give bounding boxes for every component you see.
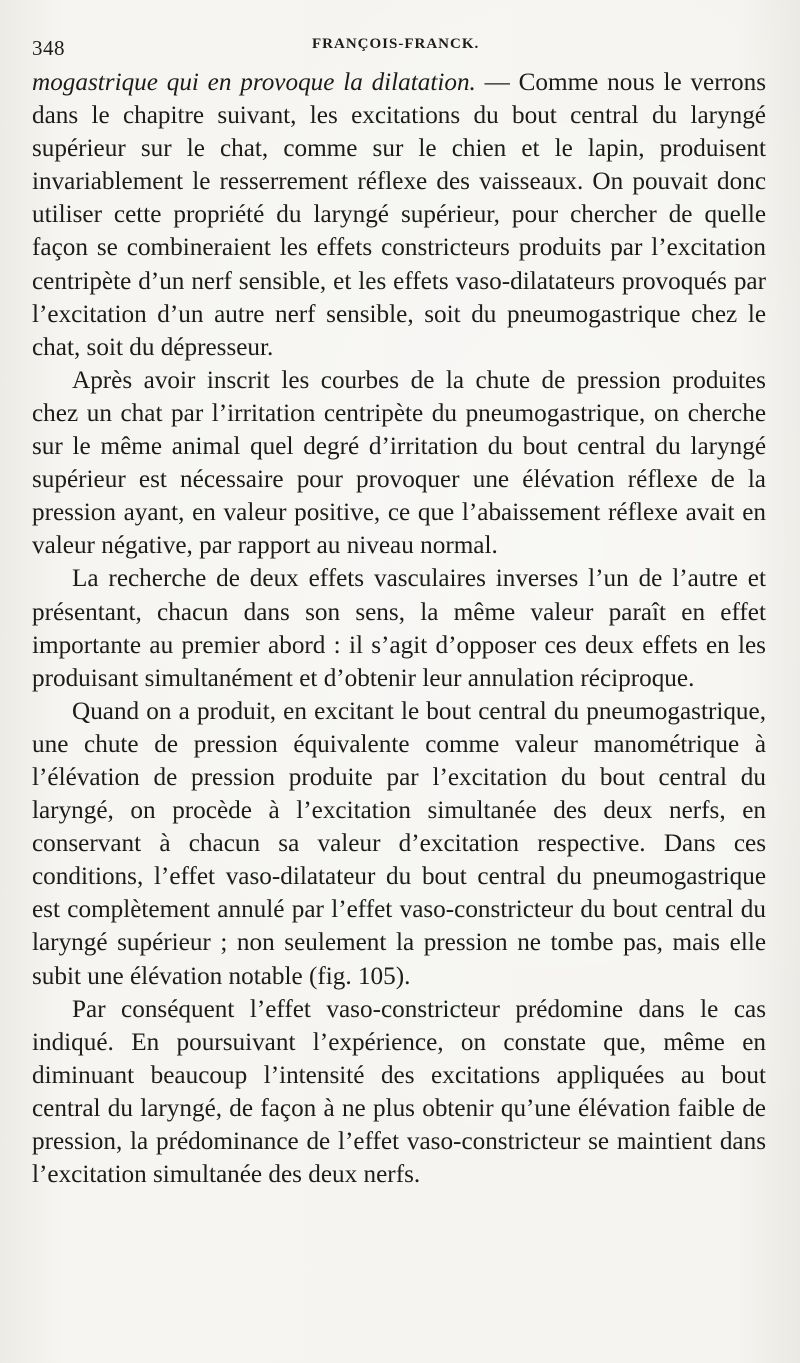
paragraph-1-text: — Comme nous le verrons dans le chapitre suivant, les excitations du bout central du laryngé supérieur sur le chat, comme sur le chien et le lapin, produisent invariablement le resserrement réflexe des vaisseaux. On pouvait donc utiliser cette propriété du laryngé supérieur, pour chercher de quelle façon se combineraient les effets constricteurs produits par l’excitation centripète d’un nerf sensible, et les effets vaso-dilatateurs provoqués par l’excitation d’un autre nerf sensible, soit du pneumogastrique chez le chat, soit du dépresseur. [32,69,766,361]
body-text [32,66,766,1191]
paragraph-1 [32,66,766,364]
paragraph-3: La recherche de deux effets vasculaires inverses l’un de l’autre et présentant, chacun dans son sens, la même valeur paraît en effet importante au premier abord : il s’agit d’opposer ces deux effets en les produisant simultanément et d’obtenir leur annulation réciproque. [32,565,766,692]
page-number: 348 [32,36,65,60]
page-header [32,36,772,60]
paragraph-1-italic: mogastrique qui en provoque la dilatation. [32,69,476,96]
paragraph-5: Par conséquent l’effet vaso-constricteur prédomine dans le cas indiqué. En poursuivant l’expérience, on constate que, même en diminuant beaucoup l’intensité des excitations appliquées au bout central du laryngé, de façon à ne plus obtenir qu’une élévation faible de pression, la prédominance de l’effet vaso-constricteur se maintient dans l’excitation simultanée des deux nerfs. [32,995,766,1189]
paragraph-4: Quand on a produit, en excitant le bout central du pneumogastrique, une chute de pression équivalente comme valeur manométrique à l’élévation de pression produite par l’excitation du bout central du laryngé, on procède à l’excitation simultanée des deux nerfs, en conservant à chacun sa valeur d’excitation respective. Dans ces conditions, l’effet vaso-dilatateur du bout central du pneumogastrique est complètement annulé par l’effet vaso-constricteur du bout central du laryngé supérieur ; non seulement la pression ne tombe pas, mais elle subit une élévation notable (fig. 105). [32,697,766,990]
running-head: FRANÇOIS-FRANCK. [312,36,480,52]
paragraph-2: Après avoir inscrit les courbes de la chute de pression produites chez un chat par l’irritation centripète du pneumogastrique, on cherche sur le même animal quel degré d’irritation du bout central du laryngé supérieur est nécessaire pour provoquer une élévation réflexe de la pression ayant, en valeur positive, ce que l’abaissement réflexe avait en valeur négative, par rapport au niveau normal. [32,366,766,560]
